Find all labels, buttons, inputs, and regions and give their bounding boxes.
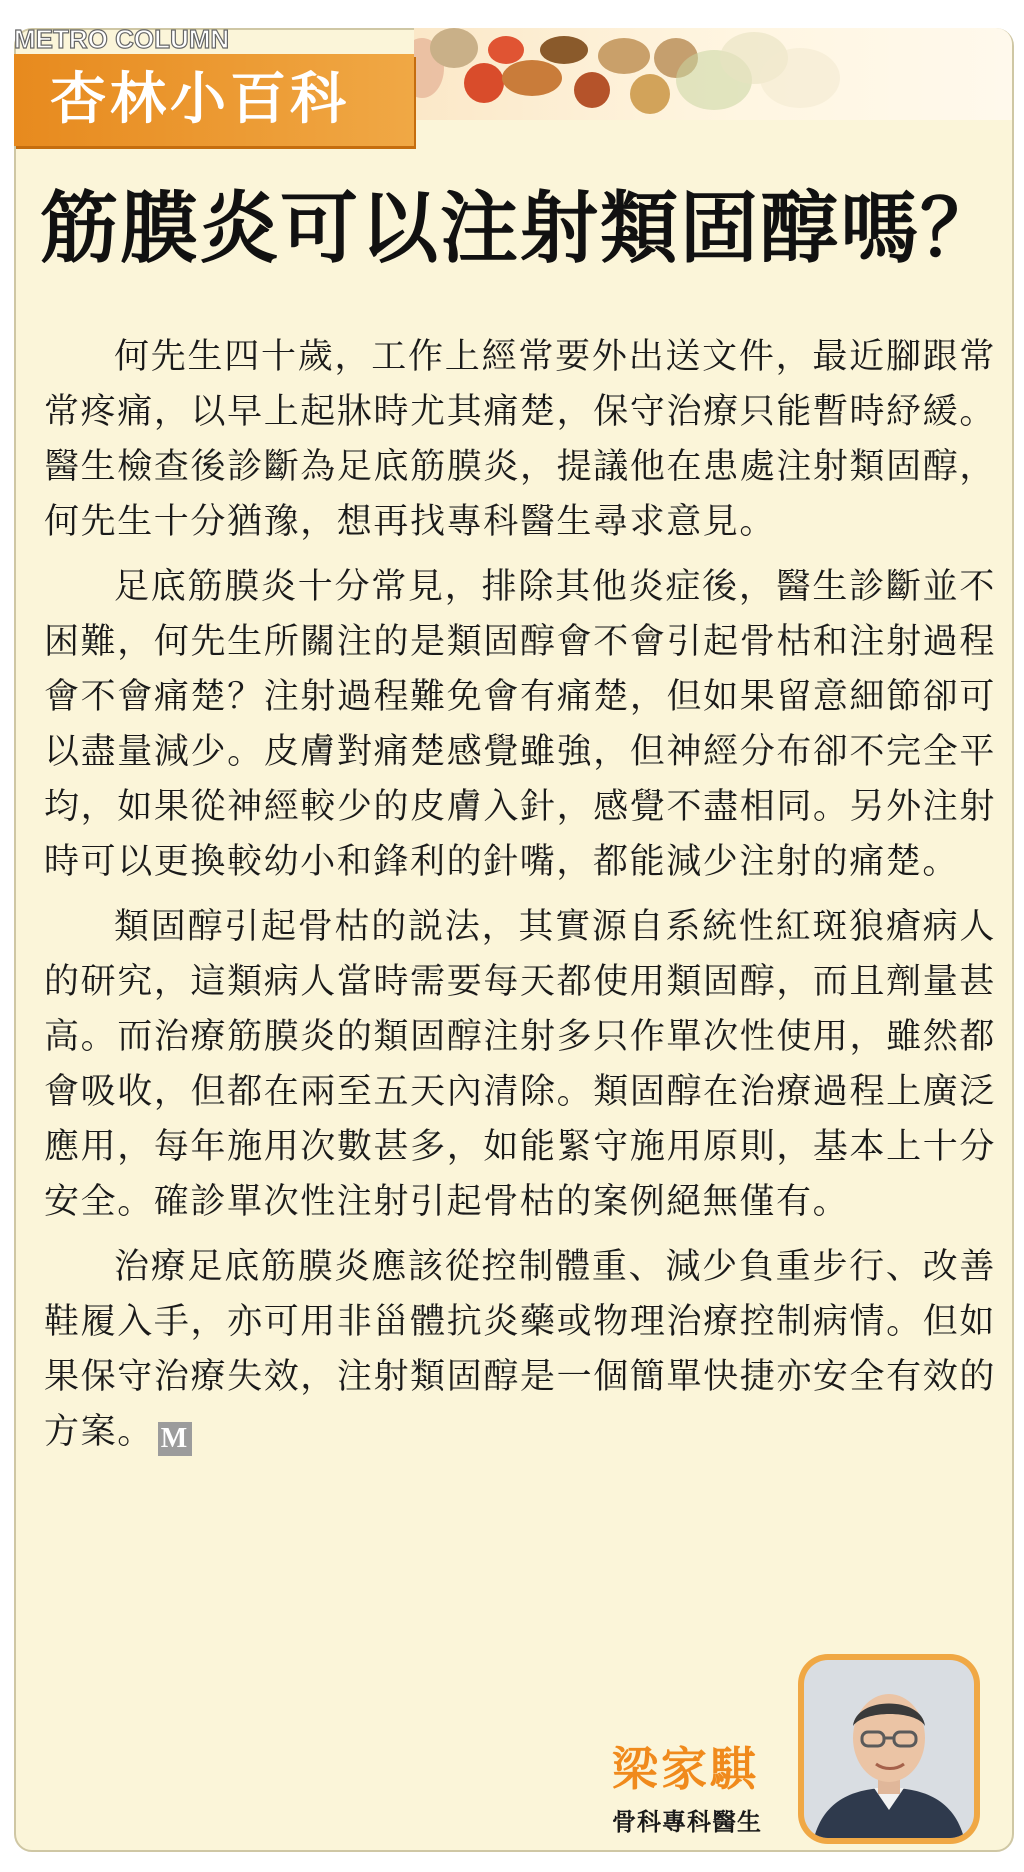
article-paragraph: 何先生四十歲，工作上經常要外出送文件，最近腳跟常常疼痛，以早上起牀時尤其痛楚，保守治療只能暫時紓緩。醫生檢查後診斷為足底筋膜炎，提議他在患處注射類固醇，何先生十分猶豫，想再找專科醫生尋求意見。 (44, 337, 996, 542)
column-title: 杏林小百科 (50, 67, 350, 132)
author-title: 骨科專科醫生 (612, 1808, 762, 1836)
portrait-photo-icon (804, 1660, 974, 1838)
article-body (44, 330, 996, 1470)
author-portrait (798, 1654, 980, 1844)
article-paragraph-last (44, 1240, 996, 1460)
vegetable-photo-strip (414, 28, 1012, 120)
article-paragraph-text: 治療足底筋膜炎應該從控制體重、減少負重步行、改善鞋履入手，亦可用非甾體抗炎藥或物理治療控制病情。但如果保守治療失效，注射類固醇是一個簡單快捷亦安全有效的方案。 (44, 1247, 996, 1452)
article-paragraph: 足底筋膜炎十分常見，排除其他炎症後，醫生診斷並不困難，何先生所關注的是類固醇會不會引起骨枯和注射過程會不會痛楚？注射過程難免會有痛楚，但如果留意細節卻可以盡量減少。皮膚對痛楚感覺雖強，但神經分布卻不完全平均，如果從神經較少的皮膚入針，感覺不盡相同。另外注射時可以更換較幼小和鋒利的針嘴，都能減少注射的痛楚。 (44, 567, 996, 882)
column-label: METRO COLUMN (14, 24, 230, 54)
column-banner (14, 54, 414, 146)
author-name: 梁家騏 (612, 1742, 759, 1796)
article-paragraph: 類固醇引起骨枯的説法，其實源自系統性紅斑狼瘡病人的研究，這類病人當時需要每天都使用類固醇，而且劑量甚高。而治療筋膜炎的類固醇注射多只作單次性使用，雖然都會吸收，但都在兩至五天內清除。類固醇在治療過程上廣泛應用，每年施用次數甚多，如能緊守施用原則，基本上十分安全。確診單次性注射引起骨枯的案例絕無僅有。 (44, 907, 996, 1222)
metro-m-logo-icon: M (158, 1422, 192, 1456)
vegetable-illustration (414, 28, 1012, 120)
article-headline: 筋膜炎可以注射類固醇嗎？ (40, 184, 1001, 274)
